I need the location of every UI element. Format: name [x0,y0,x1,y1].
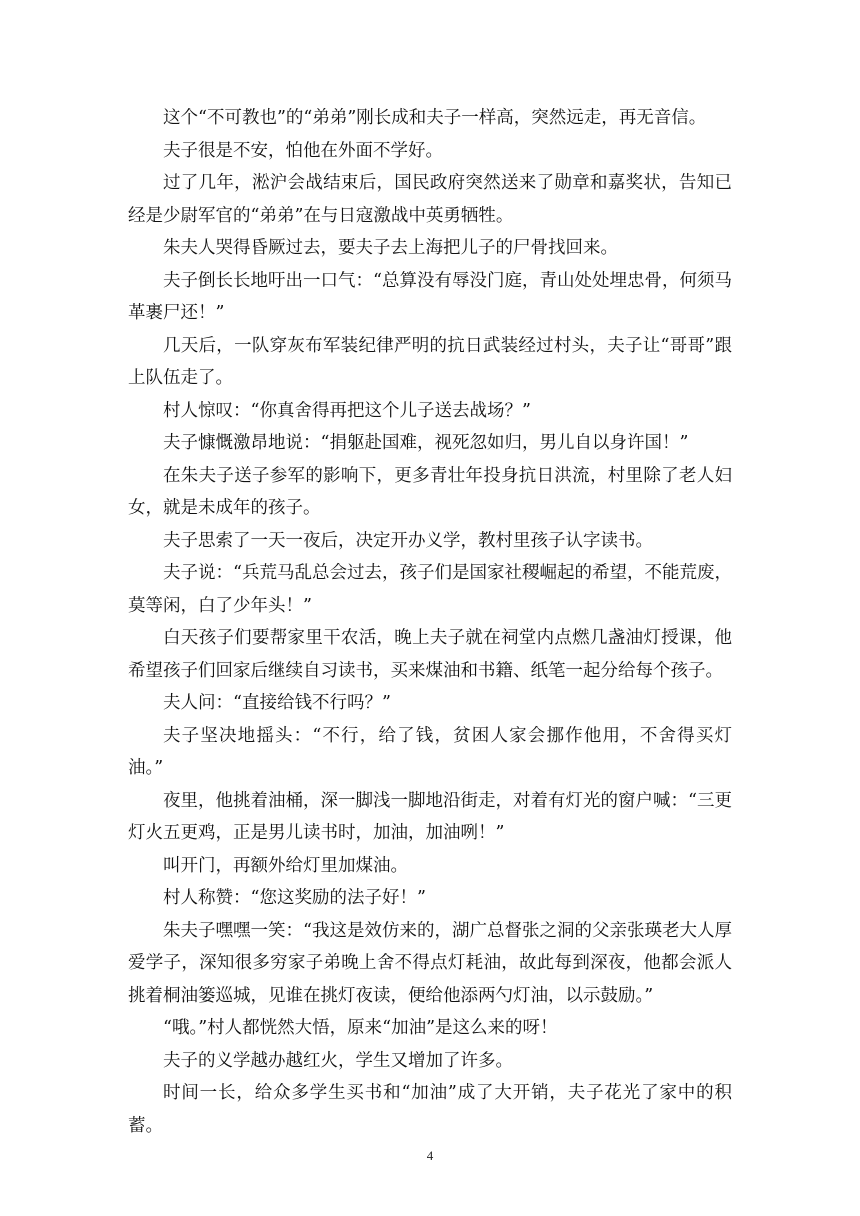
paragraph: 夜里，他挑着油桶，深一脚浅一脚地沿街走，对着有灯光的窗户喊：“三更灯火五更鸡，正是男儿读书时，加油，加油咧！” [128,790,732,843]
paragraph: “哦。”村人都恍然大悟，原来“加油”是这么来的呀！ [163,1018,558,1038]
paragraph: 夫子思索了一天一夜后，决定开办义学，教村里孩子认字读书。 [163,530,653,551]
paragraph: 夫子慷慨激昂地说：“捐躯赴国难，视死忽如归，男儿自以身许国！” [163,433,689,453]
paragraph: 白天孩子们要帮家里干农活，晚上夫子就在祠堂内点燃几盏油灯授课，他希望孩子们回家后继续自习读书，买来煤油和书籍、纸笔一起分给每个孩子。 [128,628,732,681]
paragraph: 村人称赞：“您这奖励的法子好！” [163,888,426,908]
paragraph: 朱夫人哭得昏厥过去，要夫子去上海把儿子的尸骨找回来。 [163,238,618,258]
paragraph: 朱夫子嘿嘿一笑：“我这是效仿来的，湖广总督张之洞的父亲张瑛老大人厚爱学子，深知很多穷家子弟晚上舍不得点灯耗油，故此每到深夜，他都会派人挑着桐油篓巡城，见谁在挑灯夜读，便给他添两勺灯油，以示鼓励。” [128,920,732,1006]
body-text [128,102,732,1142]
paragraph: 村人惊叹：“你真舍得再把这个儿子送去战场？” [163,400,531,421]
page-number: 4 [426,1148,434,1163]
paragraph: 这个“不可教也”的“弟弟”刚长成和夫子一样高，突然远走，再无音信。 [163,108,707,128]
paragraph: 时间一长，给众多学生买书和“加油”成了大开销，夫子花光了家中的积蓄。 [128,1083,732,1136]
paragraph: 夫子坚决地摇头：“不行，给了钱，贫困人家会挪作他用，不舍得买灯油。” [128,725,732,778]
paragraph: 几天后，一队穿灰布军装纪律严明的抗日武装经过村头，夫子让“哥哥”跟上队伍走了。 [128,335,732,388]
paragraph: 夫子说：“兵荒马乱总会过去，孩子们是国家社稷崛起的希望，不能荒废，莫等闲，白了少年头！” [128,563,732,616]
paragraph: 夫子倒长长地吁出一口气：“总算没有辱没门庭，青山处处埋忠骨，何须马革裹尸还！” [128,270,732,323]
paragraph: 过了几年，淞沪会战结束后，国民政府突然送来了勋章和嘉奖状，告知已经是少尉军官的“弟弟”在与日寇激战中英勇牺牲。 [128,173,732,226]
paragraph: 夫子很是不安，怕他在外面不学好。 [163,140,443,161]
paragraph: 夫子的义学越办越红火，学生又增加了许多。 [163,1050,513,1071]
paragraph: 夫人问：“直接给钱不行吗？” [163,693,391,713]
paragraph: 在朱夫子送子参军的影响下，更多青壮年投身抗日洪流，村里除了老人妇女，就是未成年的孩子。 [128,465,732,518]
paragraph: 叫开门，再额外给灯里加煤油。 [163,855,408,876]
